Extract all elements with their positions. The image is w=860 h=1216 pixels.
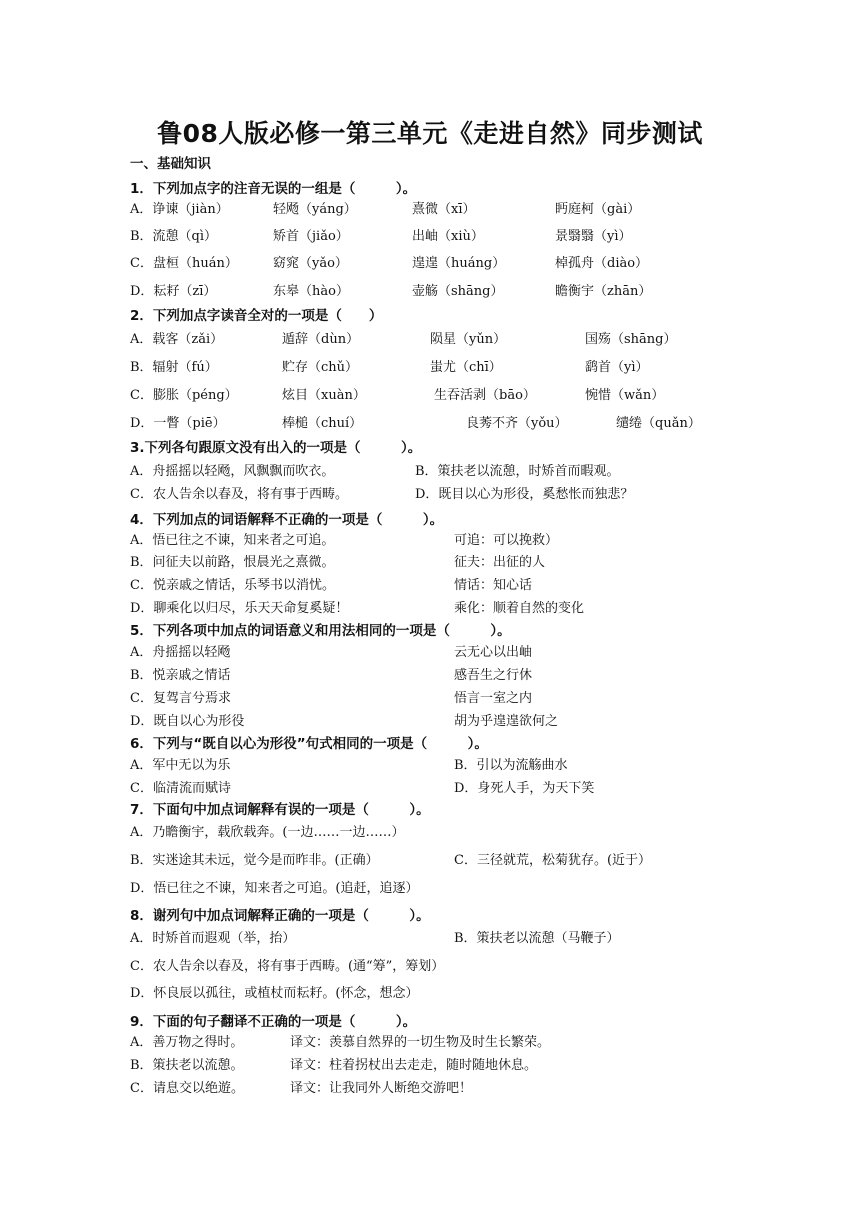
option-cell: 生吞活剥（bāo）: [434, 388, 536, 403]
option-cell: 眄庭柯（gài）: [555, 202, 641, 217]
option-cell: 译文：让我同外人断绝交游吧！: [290, 1081, 473, 1096]
question-stem: 6．下列与“既自以心为形役”句式相同的一项是（ ）。: [130, 736, 488, 752]
option-cell: 熹微（xī）: [412, 202, 476, 217]
option-cell: B．问征夫以前路，恨晨光之熹微。: [130, 555, 335, 570]
option-cell: D．悟已往之不谏，知来者之可追。(追赶，追逐）: [130, 881, 419, 896]
question-stem: 7．下面句中加点词解释有误的一项是（ ）。: [130, 802, 430, 818]
option-cell: 可追：可以挽救）: [454, 533, 559, 548]
option-cell: 译文：柱着拐杖出去走走，随时随地休息。: [290, 1058, 538, 1073]
option-cell: 壶觞（shāng）: [412, 284, 504, 299]
option-cell: 乘化：顺着自然的变化: [454, 601, 585, 616]
option-cell: 遑遑（huáng）: [412, 256, 506, 271]
option-cell: 贮存（chǔ）: [282, 360, 359, 375]
option-cell: 国殇（shāng）: [585, 332, 677, 347]
question-stem: 9．下面的句子翻译不正确的一项是（ ）。: [130, 1014, 417, 1030]
question-stem: 3.下列各句跟原文没有出入的一项是（ ）。: [130, 440, 422, 456]
option-cell: 良莠不齐（yǒu）: [466, 416, 568, 431]
question-stem: 2．下列加点字读音全对的一项是（ ）: [130, 308, 383, 324]
option-cell: 胡为乎遑遑欲何之: [454, 714, 559, 729]
option-cell: 云无心以出岫: [454, 645, 533, 660]
option-cell: C．三径就荒，松菊犹存。(近于）: [454, 853, 652, 868]
option-cell: 炫目（xuàn）: [282, 388, 366, 403]
option-cell: C．悦亲戚之情话，乐琴书以消忧。: [130, 578, 335, 593]
option-cell: 悟言一室之内: [454, 691, 533, 706]
option-cell: 情话：知心话: [454, 578, 533, 593]
option-cell: A．舟摇摇以轻飏，风飘飘而吹衣。: [130, 464, 335, 479]
question-stem: 4．下列加点的词语解释不正确的一项是（ ）。: [130, 512, 444, 528]
option-cell: C．膨胀（péng）: [130, 388, 238, 403]
page-title: 鲁08人版必修一第三单元《走进自然》同步测试: [157, 119, 703, 148]
option-cell: C．农人告余以春及，将有事于西畴。(通“筹”，筹划）: [130, 959, 445, 974]
option-cell: A．军中无以为乐: [130, 758, 231, 773]
option-cell: B．辐射（fú）: [130, 360, 218, 375]
option-cell: D．怀良辰以孤往，或植杖而耘耔。(怀念，想念）: [130, 986, 419, 1001]
option-cell: B．策扶老以流憩，时矫首而暇观。: [415, 464, 620, 479]
option-cell: B．实迷途其未远，觉今是而昨非。(正确）: [130, 853, 379, 868]
option-cell: A．诤谏（jiàn）: [130, 202, 229, 217]
option-cell: B．策扶老以流憩。: [130, 1058, 244, 1073]
option-cell: 东皋（hào）: [273, 284, 349, 299]
option-cell: 轻飏（yáng）: [273, 202, 357, 217]
option-cell: C．盘桓（huán）: [130, 256, 238, 271]
option-cell: C．请息交以绝遊。: [130, 1081, 244, 1096]
option-cell: C．农人告余以春及，将有事于西畴。: [130, 487, 348, 502]
option-cell: D．身死人手，为天下笑: [454, 781, 595, 796]
option-cell: D．既自以心为形役: [130, 714, 245, 729]
option-cell: D．既目以心为形役，奚愁怅而独悲？: [415, 487, 634, 502]
option-cell: 感吾生之行休: [454, 668, 533, 683]
option-cell: B．引以为流觞曲水: [454, 758, 568, 773]
question-stem: 5．下列各项中加点的词语意义和用法相同的一项是（ ）。: [130, 623, 511, 639]
option-cell: 矫首（jiǎo）: [273, 229, 349, 244]
option-cell: A．舟摇摇以轻飏: [130, 645, 231, 660]
question-stem: 8．谢列句中加点词解释正确的一项是（ ）。: [130, 908, 430, 924]
option-cell: 遁辞（dùn）: [282, 332, 360, 347]
option-cell: 译文：羡慕自然界的一切生物及时生长繁荣。: [290, 1035, 551, 1050]
option-cell: 棒槌（chuí）: [282, 416, 363, 431]
option-cell: C．临清流而赋诗: [130, 781, 231, 796]
option-cell: 惋惜（wǎn）: [585, 388, 665, 403]
option-cell: B．策扶老以流憩（马鞭子）: [454, 931, 620, 946]
option-cell: B．悦亲戚之情话: [130, 668, 231, 683]
option-cell: B．流憩（qì）: [130, 229, 218, 244]
question-stem: 1．下列加点字的注音无误的一组是（ ）。: [130, 181, 417, 197]
option-cell: 缱绻（quǎn）: [616, 416, 701, 431]
option-cell: D．聊乘化以归尽，乐天天命复奚疑！: [130, 601, 349, 616]
option-cell: C．复驾言兮焉求: [130, 691, 231, 706]
option-cell: A．时矫首而遐观（举，抬）: [130, 931, 296, 946]
option-cell: A．善万物之得时。: [130, 1035, 244, 1050]
section-heading: 一、基础知识: [130, 156, 211, 172]
option-cell: A．悟已往之不谏，知来者之可追。: [130, 533, 335, 548]
option-cell: 窈窕（yǎo）: [273, 256, 348, 271]
option-cell: 陨星（yǔn）: [430, 332, 507, 347]
option-cell: A．载客（zǎi）: [130, 332, 224, 347]
option-cell: D．一瞥（piē）: [130, 416, 226, 431]
option-cell: 景翳翳（yì）: [555, 229, 632, 244]
option-cell: 蚩尤（chī）: [430, 360, 502, 375]
option-cell: 征夫：出征的人: [454, 555, 546, 570]
option-cell: 出岫（xiù）: [412, 229, 484, 244]
option-cell: D．耘耔（zī）: [130, 284, 217, 299]
option-cell: 棹孤舟（diào）: [555, 256, 649, 271]
option-cell: 鹞首（yì）: [585, 360, 649, 375]
option-cell: A．乃瞻衡宇，载欣载奔。(一边……一边……）: [130, 825, 405, 840]
option-cell: 瞻衡宇（zhān）: [555, 284, 652, 299]
